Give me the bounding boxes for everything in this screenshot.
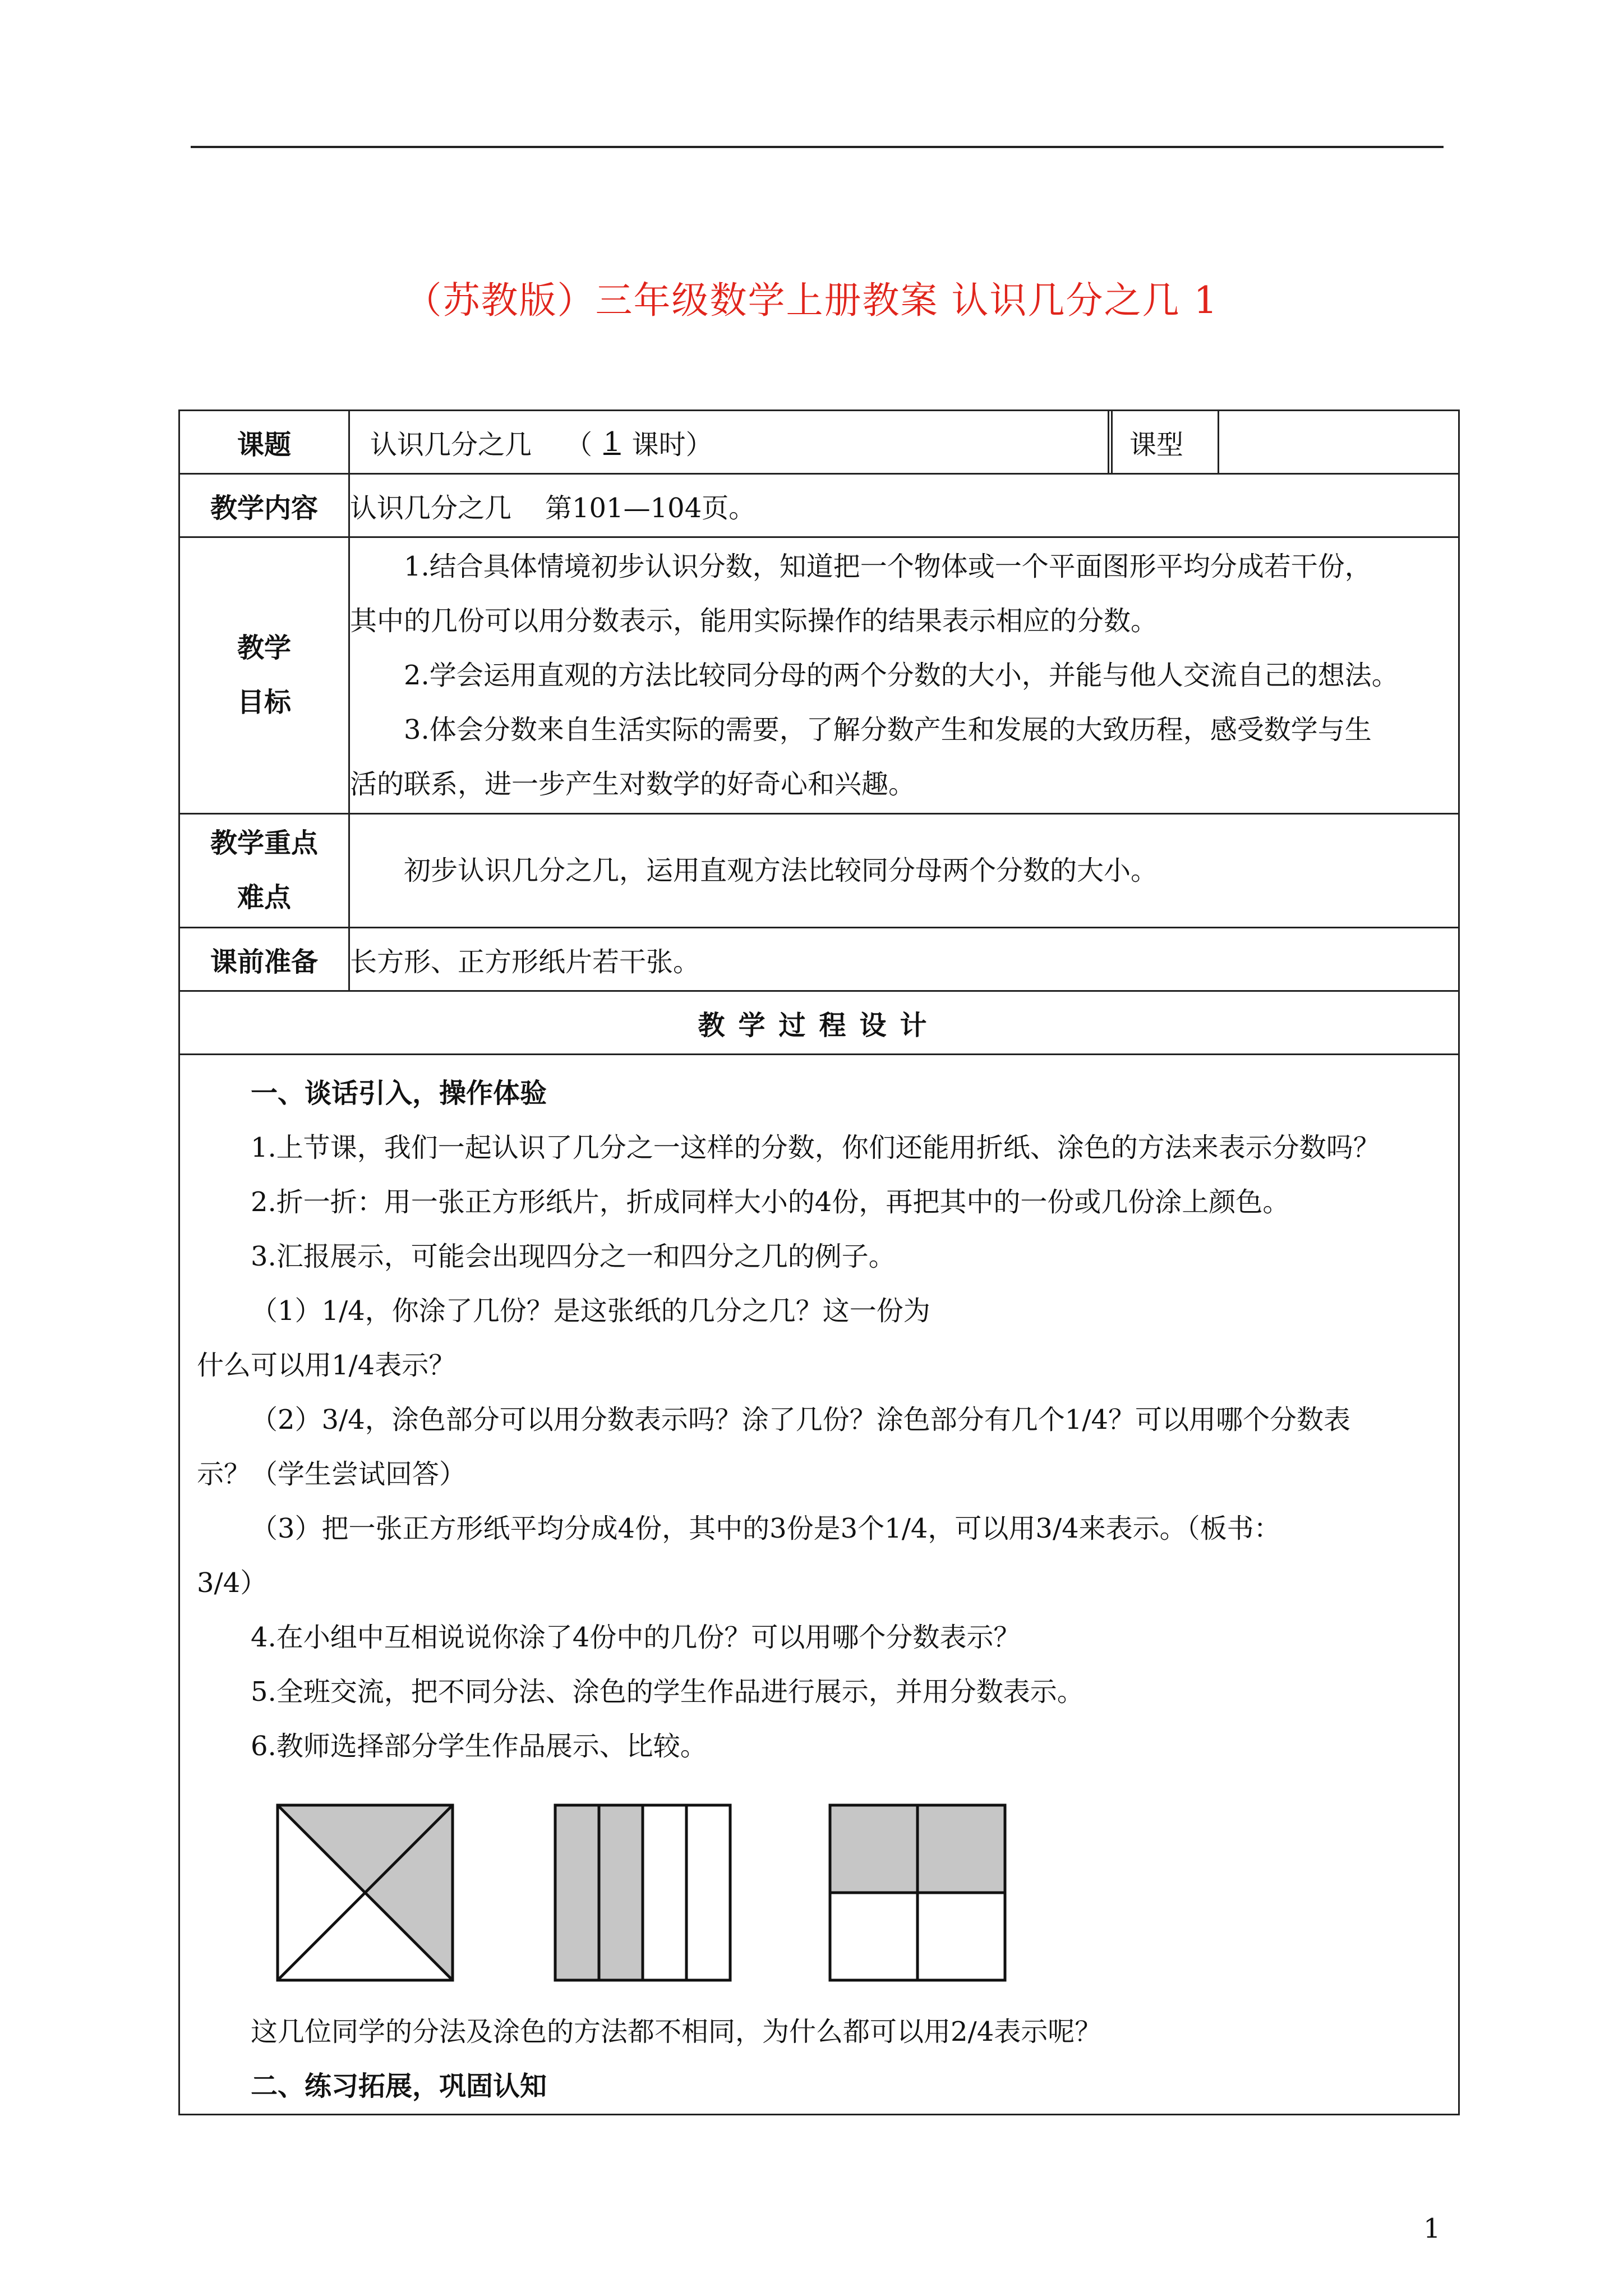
process-line: 1.上节课，我们一起认识了几分之一这样的分数，你们还能用折纸、涂色的方法来表示分数吗？ — [251, 1132, 1380, 1163]
content-pages: 第101—104页。 — [545, 492, 756, 524]
key-label — [179, 814, 349, 928]
process-header: 教学过程设计 — [179, 991, 1459, 1055]
row-key-points — [179, 814, 1459, 928]
lesson-count: 1 — [603, 426, 621, 458]
goal-line: 3.体会分数来自生活实际的需要，了解分数产生和发展的大致历程，感受数学与生 — [404, 714, 1372, 746]
topic-label: 课题 — [179, 411, 349, 474]
key-label-line-1: 教学重点 — [210, 827, 318, 859]
row-topic — [179, 411, 1459, 474]
goal-line: 1.结合具体情境初步认识分数，知道把一个物体或一个平面图形平均分成若干份， — [404, 550, 1372, 582]
goal-label — [179, 537, 349, 814]
title-text: （苏教版）三年级数学上册教案 认识几分之几 — [404, 279, 1181, 322]
page-number: 1 — [1423, 2213, 1441, 2244]
goal-label-line-1: 教学 — [237, 632, 291, 664]
row-process-header — [179, 991, 1459, 1055]
goal-line: 其中的几份可以用分数表示，能用实际操作的结果表示相应的分数。 — [350, 605, 1158, 637]
row-goals — [179, 537, 1459, 814]
goals-cell — [349, 537, 1459, 814]
key-cell — [349, 814, 1459, 928]
process-line: 6.教师选择部分学生作品展示、比较。 — [251, 1731, 707, 1762]
content-cell — [349, 474, 1459, 537]
section-heading: 二、练习拓展，巩固认知 — [251, 2070, 547, 2102]
content-label: 教学内容 — [179, 474, 349, 537]
figure-diagonal-square — [275, 1803, 455, 1982]
process-line: （2）3/4，涂色部分可以用分数表示吗？涂了几份？涂色部分有几个1/4？可以用哪个分数表 — [251, 1404, 1351, 1435]
key-label-line-2: 难点 — [237, 882, 291, 913]
process-line: （1）1/4，你涂了几份？是这张纸的几分之几？这一份为 — [251, 1295, 930, 1327]
content-value: 认识几分之几 — [350, 492, 512, 524]
document-title — [0, 270, 1623, 324]
process-line: 3.汇报展示，可能会出现四分之一和四分之几的例子。 — [251, 1241, 896, 1272]
topic-value-box — [350, 411, 1113, 473]
lesson-plan-table — [178, 409, 1460, 2115]
row-process-body — [179, 1055, 1459, 2115]
process-line: 示？（学生尝试回答） — [197, 1458, 467, 1490]
row-preparation — [179, 928, 1459, 991]
process-line: 3/4） — [197, 1567, 268, 1599]
lesson-close: 课时） — [631, 429, 713, 461]
process-line: 什么可以用1/4表示？ — [197, 1350, 456, 1381]
fraction-figures — [275, 1803, 1441, 1982]
goal-line: 2.学会运用直观的方法比较同分母的两个分数的大小，并能与他人交流自己的想法。 — [404, 659, 1399, 691]
process-line: （3）把一张正方形纸平均分成4份，其中的3份是3个1/4，可以用3/4来表示。（板书： — [251, 1513, 1281, 1544]
process-cell — [179, 1055, 1459, 2115]
goal-line: 活的联系，进一步产生对数学的好奇心和兴趣。 — [350, 768, 916, 800]
process-question: 这几位同学的分法及涂色的方法都不相同，为什么都可以用2/4表示呢？ — [251, 2016, 1102, 2047]
figure-quarter-square — [828, 1803, 1007, 1982]
title-number: 1 — [1193, 279, 1219, 322]
topic-value: 认识几分之几 — [370, 429, 532, 461]
header-rule — [191, 146, 1444, 148]
process-line: 4.在小组中互相说说你涂了4份中的几份？可以用哪个分数表示？ — [251, 1622, 1021, 1653]
lesson-open: （ — [565, 429, 593, 461]
topic-cell — [349, 411, 1459, 474]
row-content — [179, 474, 1459, 537]
prep-value: 长方形、正方形纸片若干张。 — [349, 928, 1459, 991]
prep-label: 课前准备 — [179, 928, 349, 991]
process-line: 2.折一折：用一张正方形纸片，折成同样大小的4份，再把其中的一份或几份涂上颜色。 — [251, 1186, 1290, 1218]
process-line: 5.全班交流，把不同分法、涂色的学生作品进行展示，并用分数表示。 — [251, 1676, 1084, 1708]
goal-label-line-2: 目标 — [237, 687, 291, 718]
key-value: 初步认识几分之几，运用直观方法比较同分母两个分数的大小。 — [404, 854, 1158, 886]
section-heading: 一、谈话引入，操作体验 — [251, 1078, 547, 1109]
type-label: 课型 — [1113, 411, 1219, 473]
figure-strip-square — [553, 1803, 732, 1982]
